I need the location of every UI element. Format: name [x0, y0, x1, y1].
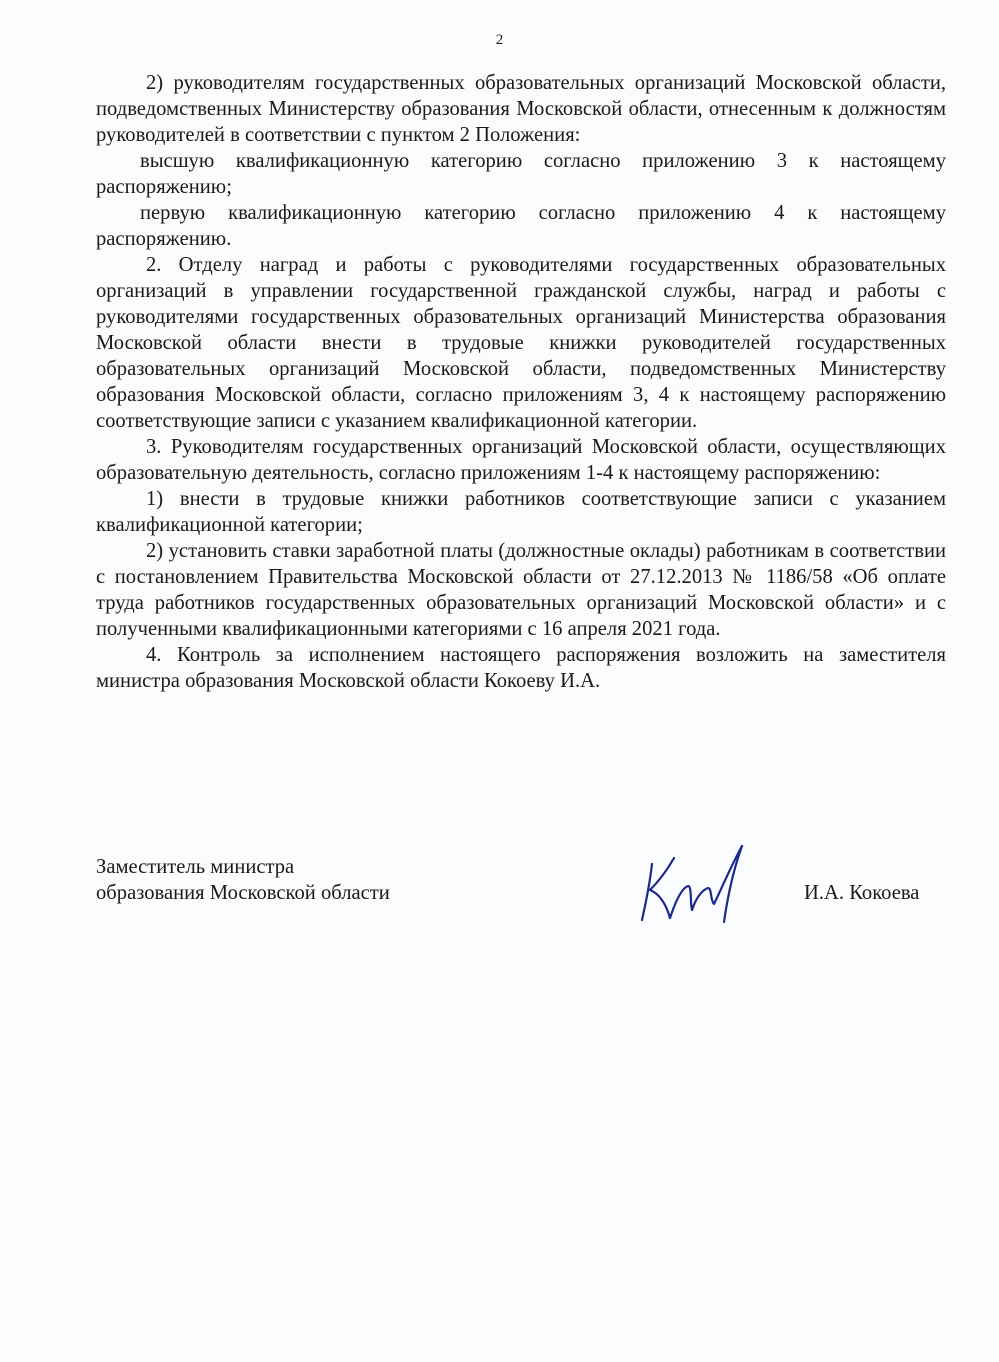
paragraph-highest-category: высшую квалификационную категорию согласно приложению 3 к настоящему распоряжению;: [96, 150, 946, 198]
position-line-1: Заместитель министра: [96, 856, 295, 878]
position-line-2: образования Московской области: [96, 882, 390, 904]
paragraph-point-3: 3. Руководителям государственных организаций Московской области, осуществляющих образовательную деятельность, согласно приложениям 1-4 к настоящему распоряжению:: [96, 436, 946, 484]
paragraph-point-3-1: 1) внести в трудовые книжки работников соответствующие записи с указанием квалификационной категории;: [96, 488, 946, 536]
paragraph-point-3-2: 2) установить ставки заработной платы (должностные оклады) работникам в соответствии с постановлением Правительства Московской области от 27.12.2013 № 1186/58 «Об оплате труда работников государственных образовательных организаций Московской области» и с полученными квалификационными категориями с 16 апреля 2021 года.: [96, 540, 946, 640]
handwritten-signature: [630, 838, 760, 930]
paragraph-point-4: 4. Контроль за исполнением настоящего распоряжения возложить на заместителя министра образования Московской области Кокоеву И.А.: [96, 644, 946, 692]
paragraph-point-2: 2. Отделу наград и работы с руководителями государственных образовательных организаций в управлении государственной гражданской службы, наград и работы с руководителями государственных образовательных организаций Министерства образования Московской области внести в трудовые книжки руководителей государственных образовательных организаций Московской области, подведомственных Министерству образования Московской области, согласно приложениям 3, 4 к настоящему распоряжению соответствующие записи с указанием квалификационной категории.: [96, 254, 946, 432]
signatory-position: [96, 854, 390, 906]
paragraph-first-category: первую квалификационную категорию согласно приложению 4 к настоящему распоряжению.: [96, 202, 946, 250]
paragraph-item-2-heads: 2) руководителям государственных образовательных организаций Московской области, подведомственных Министерству образования Московской области, отнесенным к должностям руководителей в соответствии с пунктом 2 Положения:: [96, 72, 946, 146]
signer-name: И.А. Кокоева: [804, 882, 920, 904]
page-number: 2: [495, 32, 504, 48]
document-body: [96, 70, 946, 694]
